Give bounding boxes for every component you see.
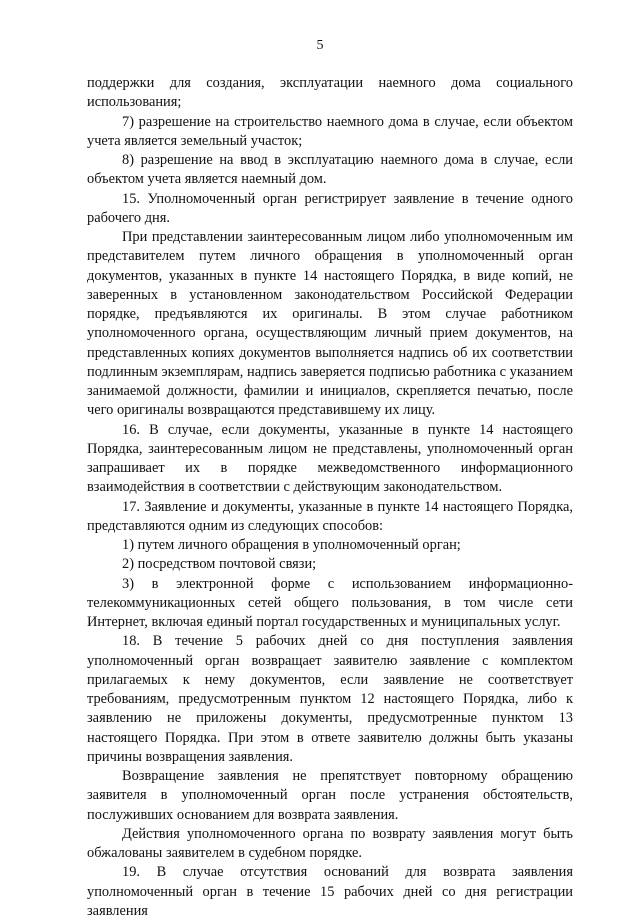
page-number: 5 [316, 38, 324, 53]
paragraph: 1) путем личного обращения в уполномоченный орган; [122, 537, 461, 553]
paragraph: 17. Заявление и документы, указанные в пункте 14 настоящего Порядка, представляются одним из следующих способов: [87, 498, 573, 534]
paragraph: При представлении заинтересованным лицом либо уполномоченным им представителем путем личного обращения в уполномоченный орган документов, указанных в пункте 14 настоящего Порядка, в виде копий, не заверенных в установленном законодательством Российской Федерации порядке, предъявляются их оригиналы. В этом случае работником уполномоченного органа, осуществляющим личный прием документов, на представленных копиях документов выполняется надпись об их соответствии подлинным экземплярам, надпись заверяется подписью работника с указанием занимаемой должности, фамилии и инициалов, скрепляется печатью, после чего оригиналы возвращаются представившему их лицу. [87, 229, 573, 419]
paragraph: 19. В случае отсутствия оснований для возврата заявления уполномоченный орган в течение 15 рабочих дней со дня регистрации заявления [87, 864, 573, 919]
paragraph: 3) в электронной форме с использованием информационно-телекоммуникационных сетей общего пользования, в том числе сети Интернет, включая единый портал государственных и муниципальных услуг. [87, 575, 573, 630]
paragraph: Возвращение заявления не препятствует повторному обращению заявителя в уполномоченный орган после устранения обстоятельств, послуживших основанием для возврата заявления. [87, 768, 573, 823]
paragraph: поддержки для создания, эксплуатации наемного дома социального использования; [87, 75, 573, 111]
document-body [87, 74, 573, 921]
paragraph: 8) разрешение на ввод в эксплуатацию наемного дома в случае, если объектом учета является наемный дом. [87, 152, 573, 188]
paragraph: 2) посредством почтовой связи; [122, 556, 317, 573]
paragraph: 18. В течение 5 рабочих дней со дня поступления заявления уполномоченный орган возвращает заявителю заявление с комплектом прилагаемых к нему документов, если заявление не соответствует требованиям, предусмотренным пунктом 12 настоящего Порядка, либо к заявлению не приложены документы, предусмотренные пунктом 13 настоящего Порядка. При этом в ответе заявителю должны быть указаны причины возвращения заявления. [87, 633, 573, 765]
paragraph: 15. Уполномоченный орган регистрирует заявление в течение одного рабочего дня. [87, 190, 573, 226]
paragraph: Действия уполномоченного органа по возврату заявления могут быть обжалованы заявителем в судебном порядке. [87, 825, 573, 861]
paragraph: 16. В случае, если документы, указанные в пункте 14 настоящего Порядка, заинтересованным лицом не представлены, уполномоченный орган запрашивает их в порядке межведомственного информационного взаимодействия в соответствии с действующим законодательством. [87, 421, 573, 496]
paragraph: 7) разрешение на строительство наемного дома в случае, если объектом учета является земельный участок; [87, 113, 573, 149]
